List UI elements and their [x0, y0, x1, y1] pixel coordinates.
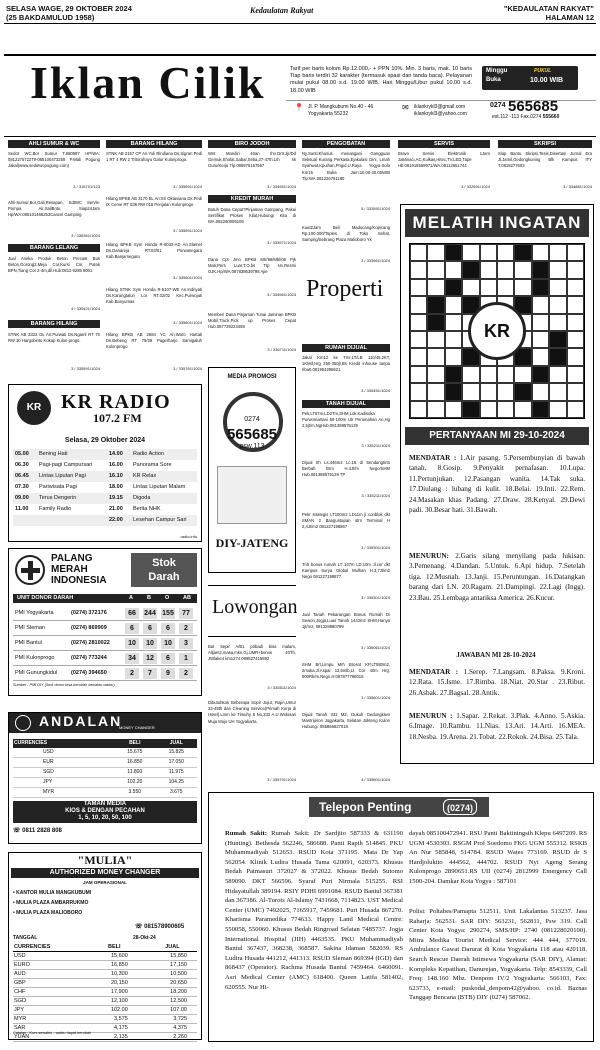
- ad-b4-code: 3 / 335601/1024: [173, 320, 202, 325]
- ad-b1: STNK AB 2157 CP An.Yuli Rindiana Ds.Sigran Pedi 1 RT 4 RW 2 Tritorahayu Galur Kulonprogo.: [106, 151, 202, 163]
- crossword-cell: [514, 279, 531, 296]
- pmi-row: PMI Gunungkidul (0274) 394650 2 7 9 2: [13, 666, 197, 681]
- mulia-rate-row: JPY 102.00 107.00: [13, 1006, 197, 1015]
- ad-b5: Hilang BPKB AB 2684 YC An.Waro Hartati Ds.Bebeng RT 79/39 Pagerharjo Samigaluh Kulonprogo.: [106, 332, 202, 350]
- ad-h2-code: 3 / 335211/1024: [361, 443, 390, 448]
- ad-h7-code: 3 / 335601/1024: [361, 695, 390, 700]
- ad-c1: Wnt Mandiri 40an thn.Drtr.Jjr/Dd Gemuk,Sholat,Sabar,Setia,37-47th.Lth sk Guru/Kerja Tlp.085975167567: [208, 151, 296, 169]
- ad-h8-code: 4 / 335801/1024: [361, 777, 390, 782]
- mulia-whatsapp: ☏ 081578900605: [135, 924, 185, 930]
- kr-radio-box: [8, 384, 202, 542]
- radio-name: KR RADIO: [61, 391, 171, 413]
- crossword-cell: [497, 383, 514, 400]
- crossword-cell: [514, 366, 531, 383]
- section-tanah-dijual: TANAH DIJUAL: [302, 400, 390, 408]
- office-address: Jl. P. Mangkubumi No.40 - 46 Yogyakarta 55232: [308, 104, 374, 117]
- red-cross-icon: [15, 555, 45, 585]
- mulia-rate-row: AUD 10,300 10,500: [13, 970, 197, 979]
- crossword-cell: [462, 366, 479, 383]
- tts-menurun: MENURUN: 2.Garis silang menyilang pada lukisan. 3.Pemenang. 4.Dandan. 5.Untuk. 6.Api hidup. 7.Setelah tiga. 12.Musnah. 13.Janji. 15.Peruntungan. 16.Datangkan barang dari LN. 20.Ragam. 21.Dampingi. 22.Lagi (Ingg). 23.Bau. 25.Lembaga antariksa America. 26.Kucur.: [409, 552, 585, 602]
- ad-c4: Memberi Dana Pinjaman Tunai Jaminan BPKB Mobil,Truck,Pick up Proses Cepat Hub.087739223469: [208, 312, 296, 330]
- crossword-cell: [427, 401, 444, 418]
- ad-g1-code: 3 / 335511/1024: [267, 685, 296, 690]
- crossword-cell: [497, 244, 514, 261]
- crossword-cell: [549, 348, 566, 365]
- crossword-cell: [427, 383, 444, 400]
- crossword-cell: [567, 348, 584, 365]
- crossword-cell: [514, 401, 531, 418]
- ad-a4: STNK AB 3322 OL An:Purwati Ds.Ngaml RT 70 RW 30 Hargobinto Kokap Kulon-progo.: [8, 332, 100, 344]
- mulia-rates: CURRENCIES BELI JUAL USD 15,600 15,850 EURO 16,850 17,150 AUD 10,300 10,500 GBP 20,150 20,650 CHF 17,900 18,200 SGD 12,100 12,500 JPY 102.00 107.00 MYR 3,575 3,725 SAR 4,175 4,375 YUAN 2,135 2,260: [13, 943, 197, 1042]
- ad-h3: Dijual trh Ls.446m2 Lc.16 di Sendangtirto Berbah Brm H.4Jt/m Nego!SHM Hub.081388575129 TP: [302, 460, 390, 478]
- deadline-badge: Minggu Buka PUKUL 10.00 WIB: [482, 66, 578, 90]
- mulia-sub: AUTHORIZED MONEY CHANGER: [11, 868, 199, 878]
- ad-g2: Dibutuhkan Beberapa Sopir Jujur, Rajin,Umur 33-49th dan Cleaning Service(Pemah Kerja di Hotel).Lmm ke Timuhy 8 No.333 A.U.Widosari Muja Muju UH Yogyakarta.: [208, 700, 296, 724]
- mulia-rate-row: USD 15,600 15,850: [13, 952, 197, 961]
- promo-title: MEDIA PROMOSI: [227, 374, 277, 380]
- radio-schedule-row: 06.45 Lintas Liputan Pagi 16.10 KR Relax: [13, 471, 197, 482]
- ad-c1-code: 3 / 334951/1024: [267, 184, 296, 189]
- radio-schedule-row: 11.00 Family Radio 21.00 Berita NHK: [13, 504, 197, 515]
- crossword-cell: [410, 348, 427, 365]
- telepon-penting-box: [208, 792, 594, 1042]
- radio-footer: radio.info: [180, 534, 197, 539]
- crossword-cell: [427, 366, 444, 383]
- ad-d2: Kuat2Jam Beli Maducang/Kopicang Rp.100.000/Toples di Toko Sehat, Sampng/Sebrang Plaza Malioboro Yk: [302, 225, 390, 243]
- crossword-cell: [549, 383, 566, 400]
- crossword-cell: [549, 279, 566, 296]
- ad-a1: Sedot WC,Bor Sumur T.580597 HP/WA: 081227572279-085100473255 P.Wali Pogung Jakal(www.sedotwcpogung.com): [8, 151, 100, 169]
- crossword-cell: [549, 401, 566, 418]
- tts-answer-mendatar: MENDATAR : 1.Serep. 7.Langsam. 8.Paksa. 9.Kroni. 12.Rata. 15.Isme. 17.Rimba. 18.Niat. 20.Star . 23.Ribut. 26.Asbak. 27.Bagsal. 28.Antik.: [409, 668, 585, 697]
- phone-code: 0274: [490, 102, 506, 109]
- ad-e1: Bravo Servis Elektronik 1Jam JaMinaci,AC,Kulkas,Hitec,TV,LED,Tape Hb:081915559971/WA.08112651744: [398, 151, 490, 169]
- crossword-cell: [445, 244, 462, 261]
- ad-f1-code: 3 / 334881/1024: [563, 184, 592, 189]
- andalan-rate-row: MYR 3.550 3.675: [13, 788, 197, 798]
- crossword-cell: [532, 401, 549, 418]
- ad-c3: Dana Cpt Jmn BPKB Mtr/96/Mbl/06 Pjk Mati,Pnrs Luar,T.O.bs Trp srv.Resmi OJK.Hp/WA:087838639796 Ajie: [208, 257, 296, 275]
- ad-h4: Pekr strategis LT100m2 LD11m jl conblok dkt SMAN 2 Banguntapan strn Terminal H 2,4Jt/m2 081227198867: [302, 512, 390, 530]
- crossword-cell: [532, 348, 549, 365]
- crossword-cell: [427, 314, 444, 331]
- mulia-rate-row: MYR 3,575 3,725: [13, 1015, 197, 1024]
- masthead-page: HALAMAN 12: [545, 13, 594, 22]
- crossword-cell: [549, 366, 566, 383]
- crossword-cell: [549, 244, 566, 261]
- crossword-cell: [410, 261, 427, 278]
- ad-h6-code: 3 / 335061/1024: [361, 645, 390, 650]
- crossword-cell: [532, 314, 549, 331]
- ad-h6: Jual Tanah Pekarangan Bonus Rumah Di Sewon,Jogja,Luas Tanah 1442m2 SHM,Hanya 1jt/m2, 081328880799: [302, 612, 390, 630]
- mulia-rate-row: YUAN 2,135 2,260: [13, 1033, 197, 1042]
- media-promosi-box: [208, 367, 296, 573]
- phone-number: 565685: [508, 98, 559, 115]
- masthead-paper: Kedaulatan Rakyat: [250, 6, 314, 15]
- ad-h4-code: 3 / 335301/1024: [361, 545, 390, 550]
- kr-logo-icon: KR: [468, 302, 526, 360]
- ad-b3-code: 3 / 335601/1024: [173, 275, 202, 280]
- ad-a2: Ahli-Sumur,Bor,Gali,Resapan, SdtWC Servis-Pompa Air,SaliBntu. Siap24Jam Hp/WA:085101466253Cancel Gamping: [8, 200, 100, 218]
- crossword-cell: [427, 331, 444, 348]
- ad-g2-code: 3 / 335791/1024: [267, 777, 296, 782]
- crossword-cell: [532, 383, 549, 400]
- crossword-cell: [445, 383, 462, 400]
- tts-answer-title: JAWABAN MI 28-10-2024: [456, 651, 536, 659]
- ad-e1-code: 3 / 332591/1024: [461, 184, 490, 189]
- andalan-rate-row: SGD 11.800 11.975: [13, 768, 197, 778]
- ad-h5-code: 3 / 335301/1024: [361, 595, 390, 600]
- ad-g1: Bat Sepir A/B1 pribadi bisa malam, Alljam2,masa,mkn,Gj.UMR+bonus 40Th, JWlake4 km1274 089527415892: [208, 644, 296, 662]
- crossword-cell: [532, 331, 549, 348]
- mulia-name: "MULIA": [77, 853, 133, 867]
- crossword-cell: [462, 244, 479, 261]
- pmi-note: Sumber : PMI DIY (Stok donor bisa berubah sewaktu-waktu).: [13, 683, 116, 687]
- radio-schedule-row: 22.00 Lesehan Campur Sari: [13, 515, 197, 526]
- crossword-cell: [497, 401, 514, 418]
- section-skripsi: SKRIPSI: [498, 140, 592, 148]
- andalan-rate-row: USD 15.675 15.825: [13, 748, 197, 758]
- crossword-cell: [567, 383, 584, 400]
- tts-mendatar: MENDATAR : 1.Air pasang. 5.Persembunyian di bawah tanah. 8.Gosip. 9.Penyakit pernafasan. 10.Lupa. 11.Pertunjukan. 12.Pasangan wanita. 14.Tak suka. 17.Diulang : lubang di kulit. 18.Belai. 19.Inti. 22.Rem. 24.Masakan khas Padang. 27.Draw. 28.Kenyal. 29.Dewi padi. 30.Besar hati. 31.Bawah.: [409, 454, 585, 515]
- crossword-cell: [497, 261, 514, 278]
- crossword-cell: [497, 279, 514, 296]
- kr-logo-icon: KR: [17, 391, 51, 425]
- crossword-cell: [514, 244, 531, 261]
- section-ahli-sumur: AHLI SUMUR & WC: [8, 140, 100, 148]
- telepon-col2b: Polisi: Poltabes/Pamapta 512511. Unit Lakalantas 513237. Jasa Raharja: 562531. SAR DIY: 563231, 562811, Psw 319. Call Center Kota Yogya: 290274, SMS/HP: 2740 (081228020100). Mitra Medika Tourist Medical Service: 444 444, 377019. Ambulance Gawat Darurat di Kota Yogyakarta 118 atau 420118. Search Rescue Daerah Istimewa Yogyakarta (SAR DIY), Alamat: Kompleks Kepatihan, Danurejan, Yogyakarta. Telp: 8543339, Call Freq: 148.160 Mhz. Denpom IV/2 Yogyakarta: 566103, Fax: 623733, e-mail: puskodal_denpom42@yahoo. co.id. Baznas Tanggap Bencana (BTB) DIY (0274) 587062.: [409, 908, 587, 1002]
- crossword-cell: [567, 401, 584, 418]
- crossword-cell: [567, 244, 584, 261]
- crossword-cell: [480, 366, 497, 383]
- telepon-col1: Rumah Sakit: Rumah Sakit: Dr Sardjito 587333 & 631190 (Hunting). Bethesda 562246, 586688. Panti Rapih 514845. PKU Muhammadiyah 512653. RSUD Kota 371195. Mata Dr Yap 562054. Klinik Ludira Husada Tama 620091, 620373. Khusus Bedah Patmasuri 372027 & 372022. Khusus Bedah Sutomo 589090. DKT 566596. Syaraf Puri Nirmala 515255. RSI Hidayatullah 389194. RSIY PDHI 6991084. RSUD Bantul 367381 dan 367386. Al-Turots Al-Islamy 7431668, 7114823. UST Medical Center (UMC) 7492025, 7165917, 7459681. Puri Husada 867270. Kharisma Paramedika 774633. Happy Land Medical Centre: 550058, 550060. Khusus Bedah Ringroad Selatan 7485737. Jogja International Hospital (JIH) 4463535. PKU Muhammadiyah Bantul 367437, 368238, 368587. Sakina Idaman 582039. RS Ludira Husada 441212, 441313. RSUD Sleman 869394 (IGD) dan 868437 (Operator). Rachma Husada Bantul 7459464. 6460091. Asri Medical Center (AMC) 618400. Queen Latifa 581402, 620555. Nur Hi-: [225, 830, 403, 991]
- mulia-rate-row: SAR 4,175 4,375: [13, 1024, 197, 1033]
- promo-code: 0274: [244, 416, 260, 423]
- andalan-box: [8, 712, 202, 844]
- tts-box: [400, 204, 594, 764]
- properti-header: [302, 268, 390, 328]
- crossword-cell: [462, 279, 479, 296]
- crossword-cell: [532, 366, 549, 383]
- mulia-note: Catatan : Kurs sewaktu - waktu dapat berubah: [13, 1031, 92, 1035]
- crossword-cell: [480, 279, 497, 296]
- crossword-cell: [410, 279, 427, 296]
- tariff-info: Tarif per baris kolom Rp.12.000,- + PPN 10%. Min. 3 baris, mak. 10 baris Tiap baris terdiri 32 karakter (termasuk spasi dan tanda baca). Pelayanan mulai pukul 08.00 s.d. 19.00 WIB. Hari Minggu/Libur pukul 10.00 s.d. 18.00 WIB: [290, 66, 472, 94]
- crossword-cell: [445, 401, 462, 418]
- crossword-cell: [549, 261, 566, 278]
- mulia-hours: JAM OPERASIONAL: [83, 880, 127, 885]
- ad-a1-code: 3 / 315701/123: [73, 184, 100, 189]
- crossword-cell: [514, 383, 531, 400]
- page-title: Iklan Cilik: [30, 57, 266, 108]
- crossword-cell: [567, 261, 584, 278]
- ad-h7: SHM Brt,Limpu Mrh Brosot KP,LT580m2, 2muka,Jl.Aspal 13,5mlb,Lt Cor 40m Hrg: 900Rb/m.Nego H:087877768015: [302, 662, 390, 680]
- mulia-rate-row: SGD 12,100 12,500: [13, 997, 197, 1006]
- crossword-cell: [532, 244, 549, 261]
- crossword-cell: [532, 296, 549, 313]
- crossword-cell: [567, 314, 584, 331]
- promo-ext: psw.113: [239, 443, 265, 450]
- pmi-row: PMI Bantul (0274) 2810022 10 10 10 3: [13, 636, 197, 651]
- crossword-cell: [514, 261, 531, 278]
- crossword-cell: [532, 279, 549, 296]
- section-servis: SERVIS: [398, 140, 490, 148]
- crossword-cell: [445, 261, 462, 278]
- masthead-date: SELASA WAGE, 29 OKTOBER 2024: [6, 4, 132, 13]
- lowongan-header: [208, 585, 296, 637]
- section-barang-hilang-2: BARANG HILANG: [106, 140, 202, 148]
- mulia-box: [8, 852, 202, 1040]
- ad-h3-code: 3 / 335211/1024: [361, 493, 390, 498]
- crossword-cell: [410, 331, 427, 348]
- pmi-title: PALANG MERAH INDONESIA: [51, 553, 107, 586]
- ad-b1-code: 3 / 335591/1024: [173, 184, 202, 189]
- section-rumah-dijual: RUMAH DIJUAL: [302, 344, 390, 352]
- properti-title: Properti: [306, 276, 384, 302]
- tts-question-title: PERTANYAAN MI 29-10-2024: [405, 427, 589, 445]
- andalan-promo: TAMAN MEDIA KIOS & DENGAN PECAHAN 1, 5, 10, 20, 50, 100: [13, 801, 197, 823]
- mulia-rate-row: CHF 17,900 18,200: [13, 988, 197, 997]
- section-kredit: KREDIT MURAH: [208, 195, 296, 203]
- ad-d1-code: 5 / 333591/1024: [361, 206, 390, 211]
- crossword-cell: [445, 331, 462, 348]
- lowongan-title: Lowongan: [212, 596, 298, 618]
- radio-schedule-row: 07.30 Pariwisata Pagi 18.00 Lintas Liputan Malam: [13, 482, 197, 493]
- andalan-rate-row: JPY 102.20 104.25: [13, 778, 197, 788]
- tts-answer-menurun: MENURUN : 1.Sapar. 2.Rekat. 3.Plak. 4.Anno. 5.Askia. 6.Image. 10.Rambu. 11.Nias. 13.Ari. 14.Arti. 16.MEA. 18.Nesba. 19.Arena. 21.Tobat. 22.Rokok. 24.Bisa. 25.Tala.: [409, 712, 585, 741]
- crossword-cell: [462, 261, 479, 278]
- promo-region: DIY-JATENG: [215, 536, 289, 550]
- crossword-cell: [427, 244, 444, 261]
- crossword-cell: [410, 296, 427, 313]
- crossword-cell: [549, 331, 566, 348]
- section-barang-lelang: BARANG LELANG: [8, 244, 100, 252]
- radio-frequency: 107.2 FM: [93, 411, 142, 425]
- ad-c2: Butuh Dana Cepat?Pinjaman Gampang, Pakai Sertifikat Proses Kilat,Hubungi Kita di WA.082260009109: [208, 207, 296, 225]
- radio-date: Selasa, 29 Oktober 2024: [64, 437, 146, 444]
- crossword-cell: [567, 296, 584, 313]
- crossword-cell: [480, 401, 497, 418]
- pmi-table-header: UNIT DONOR DARAH A B O AB: [13, 594, 197, 603]
- masthead-paper-name: "KEDAULATAN RAKYAT": [503, 4, 594, 13]
- ad-b4: Hilang STNK Sym Honda R-5107-WE An.Indriyati Ds.Karangtalun Lor RT.02/02 Kec.Purwojati Kab.Banyumas: [106, 287, 202, 305]
- section-pengobatan: PENGOBATAN: [302, 140, 390, 148]
- radio-schedule: [13, 449, 197, 526]
- ad-f1: Siap Bantu Skripsi,Tesis,Disertasi Jurnal Era Jl.Jamil,Gedongkuning Blk Kampus ITY T.0818277603: [498, 151, 592, 169]
- pmi-row: PMI Yogyakarta (0274) 372176 66 244 155 77: [13, 606, 197, 621]
- ad-h2: Pek,LT67m,LD2Tm,SHM,Lok.Kadisoka Purwomartani 50-100m Utr Perumahan An,Hg 2,5jt/m.NgHub:081388575129: [302, 411, 390, 429]
- crossword-cell: [549, 314, 566, 331]
- ad-h1-code: 3 / 335451/1024: [361, 388, 390, 393]
- crossword-cell: [445, 296, 462, 313]
- crossword-cell: [427, 279, 444, 296]
- crossword-cell: [462, 383, 479, 400]
- crossword-cell: [567, 279, 584, 296]
- telepon-col2: dayah 085100472941. RSU Panti Baktiningsih Klepu 6497209. RS UGM 4530303. RSGM Prof Soedomo FKG UGM 555312. RSKB An Nur 585848, 514784. RSUD Wates 773169. RSUD dr S Hardjolukito 444562, 444702. RSUD Nyi Ageng Serang Kulonprogo 2890651.RS UII (0274) 2812999 Emergency Call 1500-204. Damkar Kota Yogya : 587101: [409, 830, 587, 885]
- ad-c3-code: 3 / 334961/1024: [267, 292, 296, 297]
- pmi-box: [8, 548, 202, 696]
- crossword-cell: [480, 244, 497, 261]
- ad-d2-code: 3 / 333961/1024: [361, 258, 390, 263]
- crossword-cell: [445, 279, 462, 296]
- masthead-hijri: (25 BAKDAMULUD 1958): [6, 13, 95, 22]
- crossword-cell: [445, 366, 462, 383]
- crossword-cell: [445, 348, 462, 365]
- mulia-date: TANGGAL 28-Okt-24: [13, 935, 156, 941]
- crossword-cell: [480, 261, 497, 278]
- crossword-cell: [549, 296, 566, 313]
- telepon-title: Telepon Penting (0274): [309, 797, 489, 817]
- andalan-rates: CURRENCIES BELI JUAL USD 15.675 15.825 EUR 16.850 17.050 SGD 11.800 11.975 JPY 102.20 104.25 MYR 3.550 3.675: [13, 739, 197, 798]
- pmi-row: PMI Sleman (0274) 869909 6 6 6 2: [13, 621, 197, 636]
- andalan-logo-icon: [15, 715, 31, 731]
- office-emails: iklankrykl3@gmail.com iklankrykl3@yahoo.com: [414, 104, 467, 117]
- stok-darah-badge: Stok Darah: [131, 553, 197, 587]
- andalan-rate-row: EUR 16.850 17.050: [13, 758, 197, 768]
- crossword-cell: [567, 331, 584, 348]
- mulia-branches: • KANTOR MULIA MANGKUBUMI • MULIA PLAZA AMBARRUKMO • MULIA PLAZA MALIOBORO: [13, 890, 92, 916]
- radio-schedule-row: 06.30 Pagi-pagi Campursari 16.00 Panorama Sore: [13, 460, 197, 471]
- ad-c4-code: 3 / 336711/1024: [267, 347, 296, 352]
- ad-a3: Jual Aneka Produk Beton Precast Bus Beton,Gorong2,Meja Cor,Kursi Cor, Patok BPN,Tiang Cor 2-4m,dll.Hub:0813 9285 9001: [8, 256, 100, 274]
- crossword-cell: [410, 366, 427, 383]
- pmi-table: [13, 606, 197, 681]
- email-icon: ✉: [402, 103, 409, 112]
- crossword-cell: [410, 314, 427, 331]
- crossword-cell: [532, 261, 549, 278]
- mulia-rate-row: EURO 16,850 17,150: [13, 961, 197, 970]
- ad-b5-code: 3 / 335761/1024: [173, 366, 202, 371]
- radio-schedule-row: 05.00 Bening Hati 14.00 Radio Action: [13, 449, 197, 460]
- crossword-cell: [427, 296, 444, 313]
- crossword-cell: [410, 244, 427, 261]
- mulia-rate-row: GBP 20,150 20,650: [13, 979, 197, 988]
- crossword-cell: [480, 383, 497, 400]
- crossword-cell: [427, 261, 444, 278]
- ad-b2-code: 3 / 335591/1024: [173, 228, 202, 233]
- radio-schedule-row: 09.00 Terus Dengerin 19.15 Digoda: [13, 493, 197, 504]
- crossword-grid: [409, 243, 585, 419]
- ad-d1: Ny.Sunti:Khusus menangani Gangguan Seksual Kurang Perkasa,Ejakulasi Dini, Lmah Syahwat,Kpuihan,Prigid,U.Raya Yogya-Solo Km15 Buka Jam:10.00-20.00WIB Tlp:WA.081226781180: [302, 151, 390, 181]
- promo-map-image: [217, 466, 287, 524]
- crossword-cell: [462, 401, 479, 418]
- tts-title: MELATIH INGATAN: [405, 209, 589, 237]
- section-biro-jodoh: BIRO JODOH: [208, 140, 296, 148]
- ad-c2-code: 3 / 333971/1024: [267, 240, 296, 245]
- crossword-cell: [497, 366, 514, 383]
- crossword-cell: [410, 401, 427, 418]
- crossword-cell: [410, 383, 427, 400]
- ad-a4-code: 3 / 335591/1024: [71, 366, 100, 371]
- ad-a3-code: 4 / 335421/1024: [71, 306, 100, 311]
- address-pin-icon: 📍: [294, 103, 304, 112]
- pmi-row: PMI Kulonprogo (0274) 773244 34 12 6 1: [13, 651, 197, 666]
- crossword-cell: [567, 366, 584, 383]
- ad-a2-code: 3 / 335361/1024: [71, 233, 100, 238]
- ad-h5: Tnh bonus rumah LT 147m LD:10m Jl.cor dkt Kampus Surya Global Mulhan H.3,7Jt/m2 Nego 081227198877: [302, 562, 390, 580]
- crossword-cell: [427, 348, 444, 365]
- ad-h1: Jakal Km12 ke Tmr,LT/LB 110/45,2KT, 1KMd,Hrg 250-350jt,Bs Kredit inhouse tanpa riba0.081904295621: [302, 355, 390, 373]
- phone-ext: ext.112 -113 Fax.0274 555660: [492, 114, 560, 120]
- andalan-header: ANDALAN MONEY CHANGER: [9, 713, 201, 733]
- promo-number: 565685: [226, 426, 278, 443]
- section-barang-hilang-1: BARANG HILANG: [8, 320, 100, 328]
- ad-h8: Dijual Tanah 332 M2, Dukuh Gedungkiwo Mantrijeron Jogjakarta, Selatan Jokteng Kulon Hubungi: 085866627018.: [302, 712, 390, 730]
- crossword-cell: [445, 314, 462, 331]
- andalan-whatsapp: ☏ 0811 2828 808: [13, 828, 62, 834]
- ad-b2: Hilang BPKB AB 3170 EL An:Sri Oktaviana Ds.Pedi IX Ceme RT 036 RW 018 Penjalan Kulonprogo: [106, 196, 202, 208]
- ad-b3: Hilang BPKB Sym Honda R-6033-AD An.Slamet Ds.Danareja RT.03/01 Purwanegara Kab.Banjarnegara: [106, 242, 202, 260]
